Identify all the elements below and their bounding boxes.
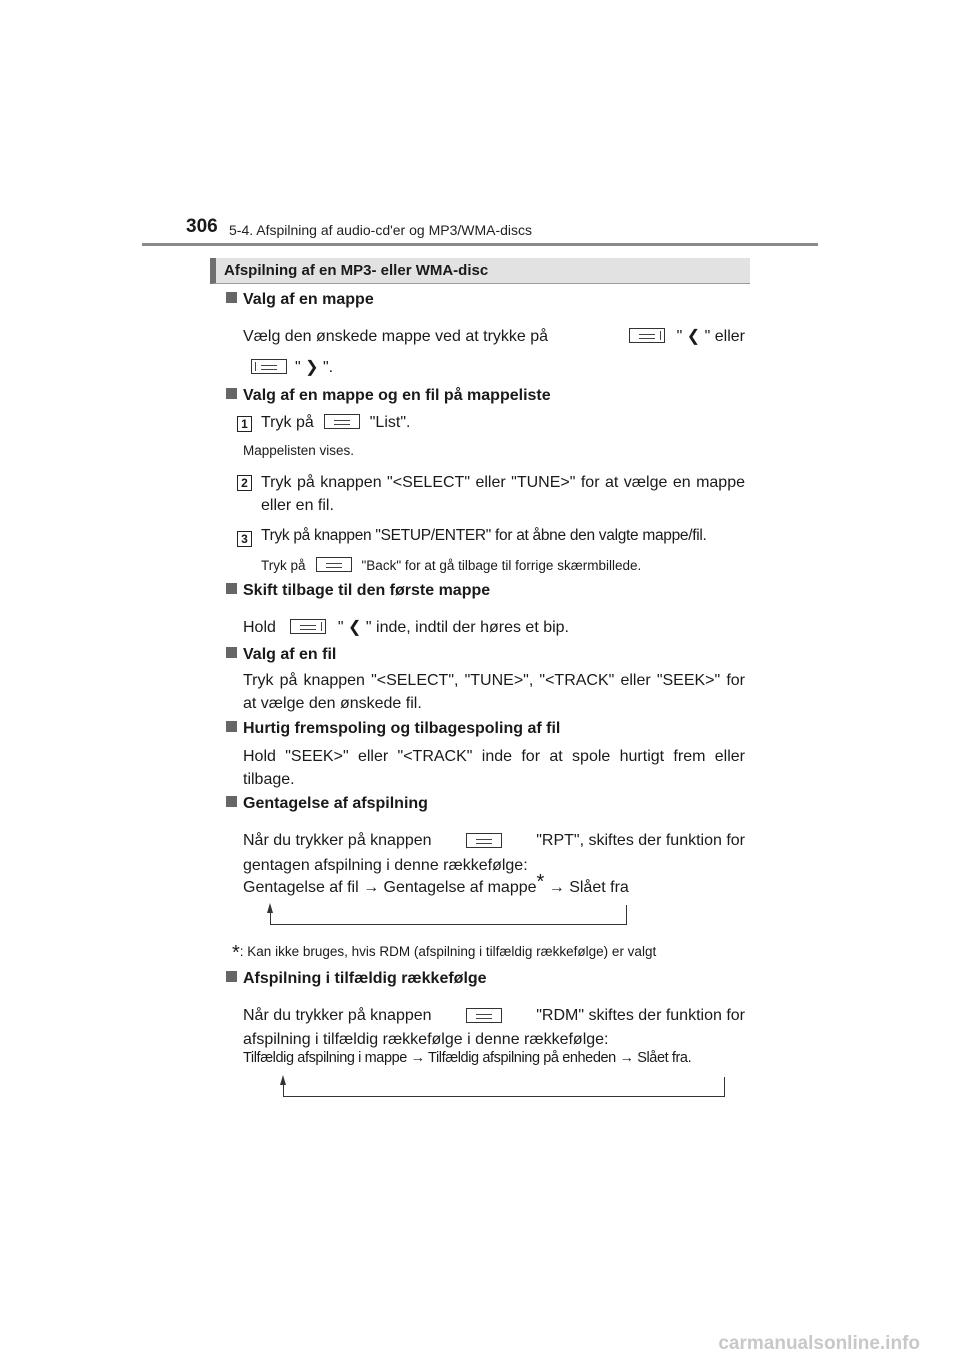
step-3-text: Tryk på knappen "SETUP/ENTER" for at åbne den valgte mappe/fil. [261, 527, 707, 544]
first-folder-text-a: Hold [243, 619, 276, 636]
heading-random [226, 970, 487, 988]
repeat-sequence-b: → Slået fra [544, 879, 629, 896]
bullet-square-icon [226, 647, 237, 658]
back-button-icon[interactable] [316, 557, 352, 572]
bullet-square-icon [226, 721, 237, 732]
repeat-line2: gentagen afspilning i denne rækkefølge: [243, 857, 528, 874]
heading-first-folder [226, 582, 490, 600]
file-select-text: Tryk på knappen "<SELECT", "TUNE>", "<TRACK" eller "SEEK>" for at vælge den ønskede fil. [243, 672, 745, 712]
heading-text: Skift tilbage til den første mappe [243, 582, 491, 599]
heading-text: Hurtig fremspoling og tilbagespoling af fil [243, 720, 561, 737]
arrow-up-icon [280, 1075, 286, 1085]
watermark: carmanualsonline.info [718, 1333, 920, 1354]
folder-down-button-icon[interactable] [629, 328, 665, 343]
rdm-button-icon[interactable] [466, 1008, 502, 1023]
heading-fast-forward [226, 720, 560, 738]
random-text-a: Når du trykker på knappen [243, 1007, 432, 1024]
heading-repeat [226, 795, 428, 813]
heading-folder-select [226, 291, 374, 309]
repeat-cycle-arrow [270, 905, 627, 925]
folder-select-text: Vælg den ønskede mappe ved at trykke på [243, 328, 549, 345]
step-3-note-b: "Back" for at gå tilbage til forrige skærmbillede. [361, 558, 642, 573]
rpt-button-icon[interactable] [466, 833, 502, 848]
heading-text: Valg af en fil [243, 646, 337, 663]
folder-select-text-c: " ❯ ". [295, 359, 334, 376]
step-1-text-a: Tryk på [261, 414, 314, 431]
folder-select-line1 [243, 325, 745, 348]
step-number-1: 1 [237, 416, 252, 432]
bullet-square-icon [226, 971, 237, 982]
heading-folder-list [226, 387, 551, 405]
footnote-star: * [232, 942, 240, 964]
step-1-text [261, 414, 410, 432]
heading-file-select [226, 646, 336, 664]
folder-select-text-b: " ❮ " eller [676, 328, 745, 345]
button-group [625, 325, 745, 348]
fast-forward-text: Hold "SEEK>" eller "<TRACK" inde for at spole hurtigt frem eller tilbage. [243, 748, 745, 788]
folder-down-hold-button-icon[interactable] [290, 619, 326, 634]
arrow-shaft [270, 912, 271, 925]
repeat-text-a: Når du trykker på knappen [243, 832, 432, 849]
step-2-text: Tryk på knappen "<SELECT" eller "TUNE>" for at vælge en mappe eller en fil. [261, 474, 745, 514]
arrow-up-icon [267, 903, 273, 913]
bullet-square-icon [226, 583, 237, 594]
step-3-note-a: Tryk på [261, 558, 306, 573]
heading-text: Valg af en mappe [243, 291, 374, 308]
random-sequence: Tilfældig afspilning i mappe → Tilfældig afspilning på enheden → Slået fra. [243, 1050, 692, 1066]
repeat-text-b: "RPT", skiftes der funktion for [536, 832, 745, 849]
random-text-b: "RDM" skiftes der funktion for [536, 1007, 745, 1024]
step-number-3: 3 [237, 531, 252, 547]
section-title: Afspilning af en MP3- eller WMA-disc [224, 262, 489, 279]
repeat-footnote [232, 939, 656, 962]
header-divider [142, 243, 818, 246]
list-button-icon[interactable] [324, 414, 360, 429]
step-3-note [261, 557, 641, 573]
repeat-sequence [243, 870, 745, 899]
first-folder-text [243, 616, 745, 639]
heading-text: Gentagelse af afspilning [243, 795, 428, 812]
page-number: 306 [186, 216, 218, 237]
heading-text: Valg af en mappe og en fil på mappeliste [243, 387, 551, 404]
bullet-square-icon [226, 292, 237, 303]
repeat-sequence-star: * [536, 870, 545, 893]
step-number-2: 2 [237, 475, 252, 491]
heading-text: Afspilning i tilfældig rækkefølge [243, 970, 487, 987]
footnote-text: : Kan ikke bruges, hvis RDM (afspilning i tilfældig rækkefølge) er valgt [239, 944, 657, 959]
random-cycle-arrow [283, 1077, 725, 1097]
step-1-note: Mappelisten vises. [243, 443, 355, 458]
random-line2: afspilning i tilfældig rækkefølge i denne rækkefølge: [243, 1031, 609, 1048]
folder-up-button-icon[interactable] [251, 359, 287, 374]
bullet-square-icon [226, 796, 237, 807]
folder-select-line2 [243, 356, 745, 379]
repeat-sequence-a: Gentagelse af fil → Gentagelse af mappe [243, 879, 537, 896]
random-line1 [243, 1004, 745, 1027]
bullet-square-icon [226, 388, 237, 399]
first-folder-text-b: " ❮ " inde, indtil der høres et bip. [337, 619, 569, 636]
step-1-text-b: "List". [369, 414, 411, 431]
chapter-title: 5-4. Afspilning af audio-cd'er og MP3/WMA-discs [229, 222, 533, 238]
repeat-line1 [243, 829, 745, 852]
